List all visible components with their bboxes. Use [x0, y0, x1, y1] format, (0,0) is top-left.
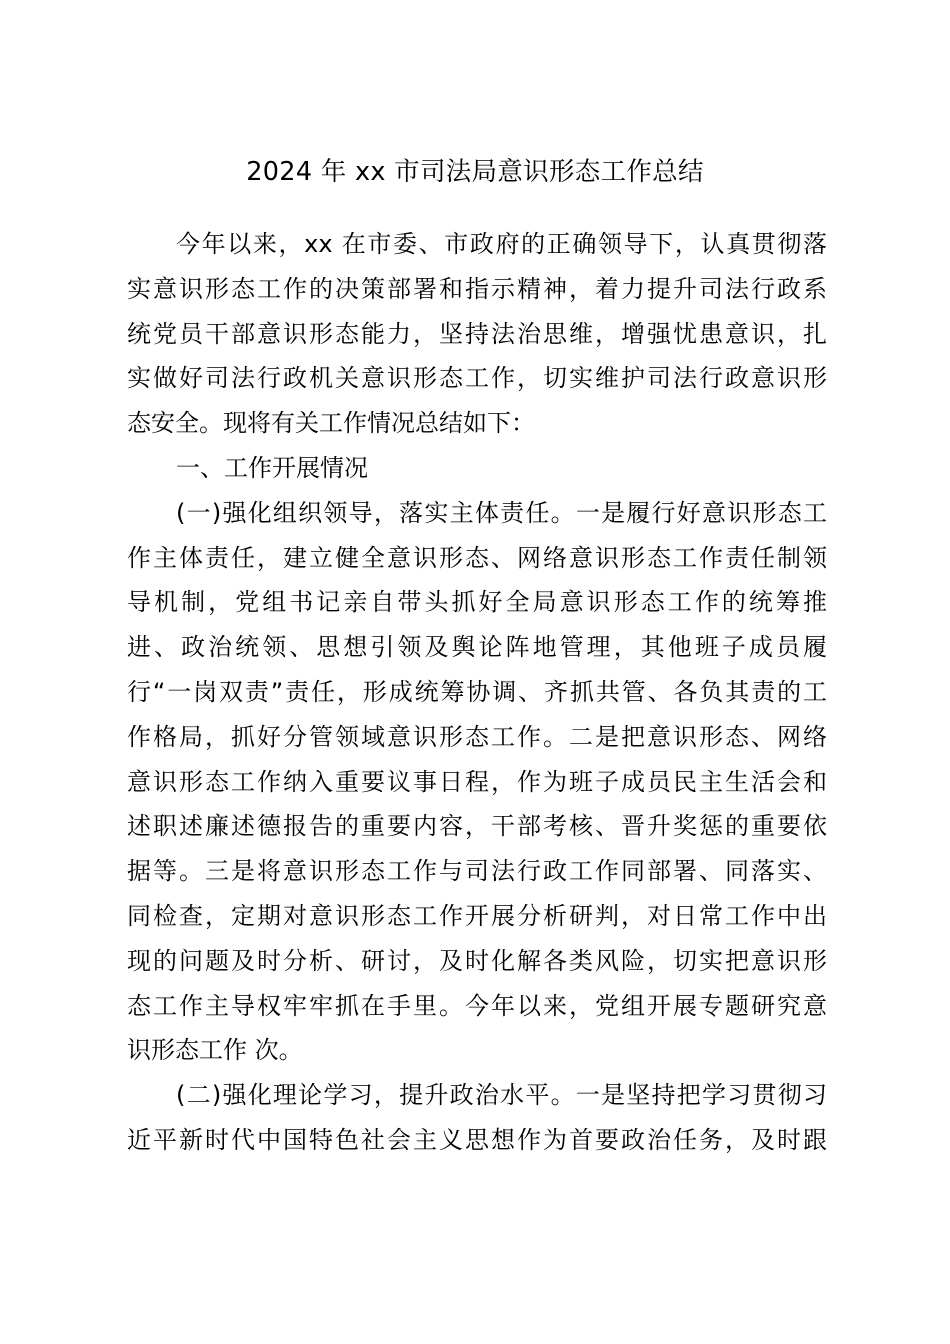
section-heading: 一、工作开展情况 — [176, 453, 368, 482]
paragraph-line: 行“一岗双责”责任，形成统筹协调、齐抓共管、各负其责的工 — [127, 677, 827, 706]
paragraph-line: 今年以来，xx 在市委、市政府的正确领导下，认真贯彻落 — [176, 230, 827, 258]
paragraph-line: 同检查，定期对意识形态工作开展分析研判，对日常工作中出 — [127, 901, 827, 930]
paragraph-line: 识形态工作 次。 — [127, 1036, 303, 1065]
paragraph-line: 态安全。现将有关工作情况总结如下： — [127, 409, 535, 438]
paragraph-line: 实意识形态工作的决策部署和指示精神，着力提升司法行政系 — [127, 274, 827, 303]
paragraph-line: 述职述廉述德报告的重要内容，干部考核、晋升奖惩的重要依 — [127, 812, 827, 841]
paragraph-line: 据等。三是将意识形态工作与司法行政工作同部署、同落实、 — [127, 857, 827, 886]
paragraph-line: 实做好司法行政机关意识形态工作，切实维护司法行政意识形 — [127, 364, 827, 393]
paragraph-line: 作格局，抓好分管领域意识形态工作。二是把意识形态、网络 — [127, 722, 827, 751]
document-body — [127, 222, 827, 1163]
paragraph-line: 统党员干部意识形态能力，坚持法治思维，增强忧患意识，扎 — [127, 319, 827, 348]
paragraph-line: 近平新时代中国特色社会主义思想作为首要政治任务，及时跟 — [127, 1125, 827, 1154]
paragraph-line: 进、政治统领、思想引领及舆论阵地管理，其他班子成员履 — [127, 633, 827, 662]
paragraph-line: 现的问题及时分析、研讨，及时化解各类风险，切实把意识形 — [127, 946, 827, 975]
paragraph-line: (一)强化组织领导，落实主体责任。一是履行好意识形态工 — [176, 498, 827, 527]
paragraph-line: 意识形态工作纳入重要议事日程，作为班子成员民主生活会和 — [127, 767, 827, 796]
paragraph-line: (二)强化理论学习，提升政治水平。一是坚持把学习贯彻习 — [176, 1081, 827, 1110]
document-title: 2024 年 xx 市司法局意识形态工作总结 — [246, 157, 704, 187]
paragraph-line: 导机制，党组书记亲自带头抓好全局意识形态工作的统筹推 — [127, 588, 827, 617]
paragraph-line: 作主体责任，建立健全意识形态、网络意识形态工作责任制领 — [127, 543, 827, 572]
paragraph-line: 态工作主导权牢牢抓在手里。今年以来，党组开展专题研究意 — [127, 991, 827, 1020]
